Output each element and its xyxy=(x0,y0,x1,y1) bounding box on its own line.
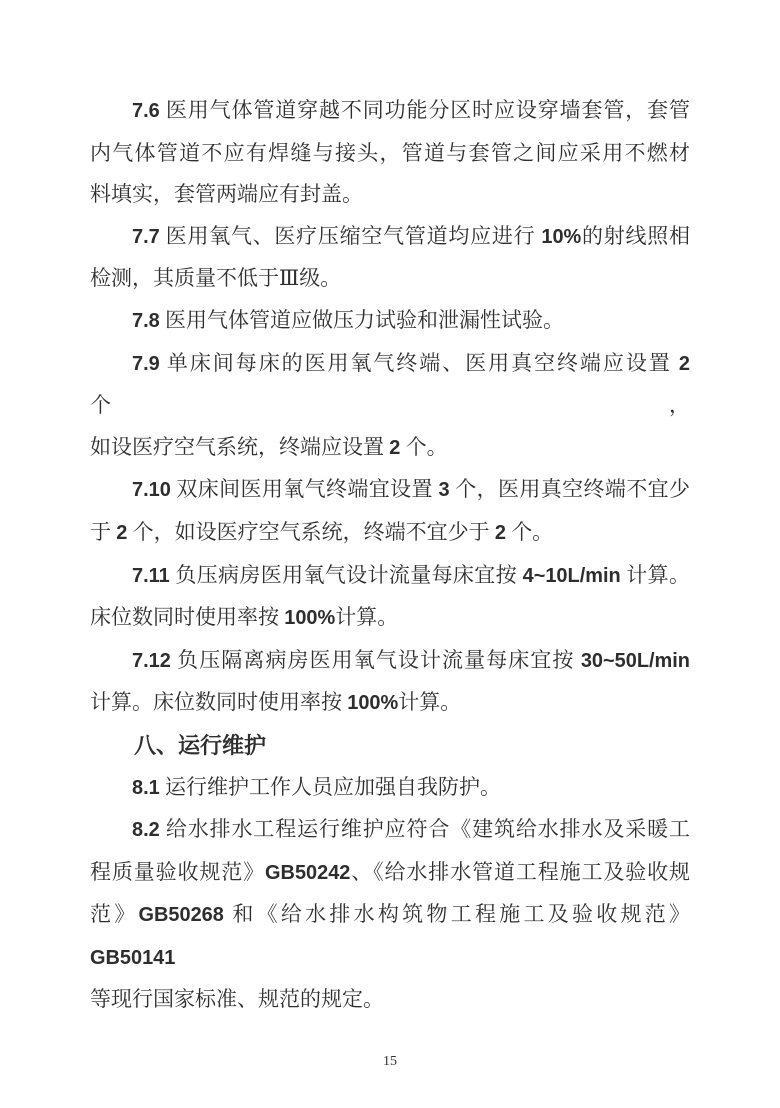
latin-run: 100% xyxy=(284,607,336,630)
latin-run: 7.7 xyxy=(132,225,160,248)
paragraph xyxy=(90,555,690,640)
latin-run: 10% xyxy=(541,225,582,248)
paragraph xyxy=(90,469,690,554)
text-line: 内气体管道不应有焊缝与接头，管道与套管之间应采用不燃材 xyxy=(90,140,690,165)
document-body xyxy=(90,90,690,1021)
text-line: 8.2 给水排水工程运行维护应符合《建筑给水排水及采暖工 xyxy=(132,817,690,842)
text-line: 范》GB50268 和《给水排水构筑物工程施工及验收规范》GB50141 xyxy=(90,902,691,969)
latin-run: GB50268 xyxy=(138,904,224,927)
latin-run: GB50141 xyxy=(90,946,176,969)
section-heading xyxy=(90,725,690,767)
text-line: 7.8 医用气体管道应做压力试验和泄漏性试验。 xyxy=(132,307,564,332)
text-line: 于 2 个，如设医疗空气系统，终端不宜少于 2 个。 xyxy=(90,519,554,544)
latin-run: 7.9 xyxy=(132,352,160,375)
latin-run: 4~10L/min xyxy=(522,564,621,587)
text-line: 八、运行维护 xyxy=(134,732,267,758)
text-line: 7.9 单床间每床的医用氧气终端、医用真空终端应设置 2 个， xyxy=(90,350,690,418)
text-line: 7.7 医用氧气、医疗压缩空气管道均应进行 10%的射线照相 xyxy=(132,223,691,248)
text-line: 如设医疗空气系统，终端应设置 2 个。 xyxy=(90,434,448,459)
latin-run: 100% xyxy=(347,692,399,715)
paragraph xyxy=(90,640,690,725)
text-line: 检测，其质量不低于Ⅲ级。 xyxy=(90,266,342,291)
latin-run: 7.8 xyxy=(132,309,160,332)
paragraph xyxy=(90,343,690,470)
latin-run: 2 xyxy=(678,352,690,375)
latin-run: 2 xyxy=(389,436,401,459)
latin-run: 7.12 xyxy=(132,649,171,672)
text-line: 料填实，套管两端应有封盖。 xyxy=(90,182,363,207)
latin-run: 2 xyxy=(494,521,506,544)
paragraph xyxy=(90,90,690,216)
latin-run: 30~50L/min xyxy=(580,649,690,672)
text-line: 计算。床位数同时使用率按 100%计算。 xyxy=(90,690,462,715)
latin-run: 7.11 xyxy=(132,564,170,587)
latin-run: 2 xyxy=(116,521,128,544)
text-line: 床位数同时使用率按 100%计算。 xyxy=(90,605,399,630)
text-line: 等现行国家标准、规范的规定。 xyxy=(90,987,384,1012)
paragraph xyxy=(90,216,690,300)
latin-run: 3 xyxy=(438,479,450,502)
text-line: 7.6 医用气体管道穿越不同功能分区时应设穿墙套管，套管 xyxy=(132,98,690,122)
text-line: 7.11 负压病房医用氧气设计流量每床宜按 4~10L/min 计算。 xyxy=(132,562,691,587)
paragraph xyxy=(90,809,690,1021)
text-line: 8.1 运行维护工作人员应加强自我防护。 xyxy=(132,774,501,799)
text-line: 7.10 双床间医用氧气终端宜设置 3 个，医用真空终端不宜少 xyxy=(132,477,691,502)
latin-run: 7.6 xyxy=(132,100,160,122)
latin-run: GB50242 xyxy=(265,861,351,884)
paragraph xyxy=(90,300,690,343)
latin-run: 7.10 xyxy=(132,479,171,502)
latin-run: 8.2 xyxy=(132,819,160,842)
page-number: 15 xyxy=(383,1054,397,1069)
text-line: 程质量验收规范》GB50242、《给水排水管道工程施工及验收规 xyxy=(90,859,690,884)
paragraph xyxy=(90,767,690,810)
latin-run: 8.1 xyxy=(132,776,160,799)
text-line: 7.12 负压隔离病房医用氧气设计流量每床宜按 30~50L/min xyxy=(132,647,690,672)
